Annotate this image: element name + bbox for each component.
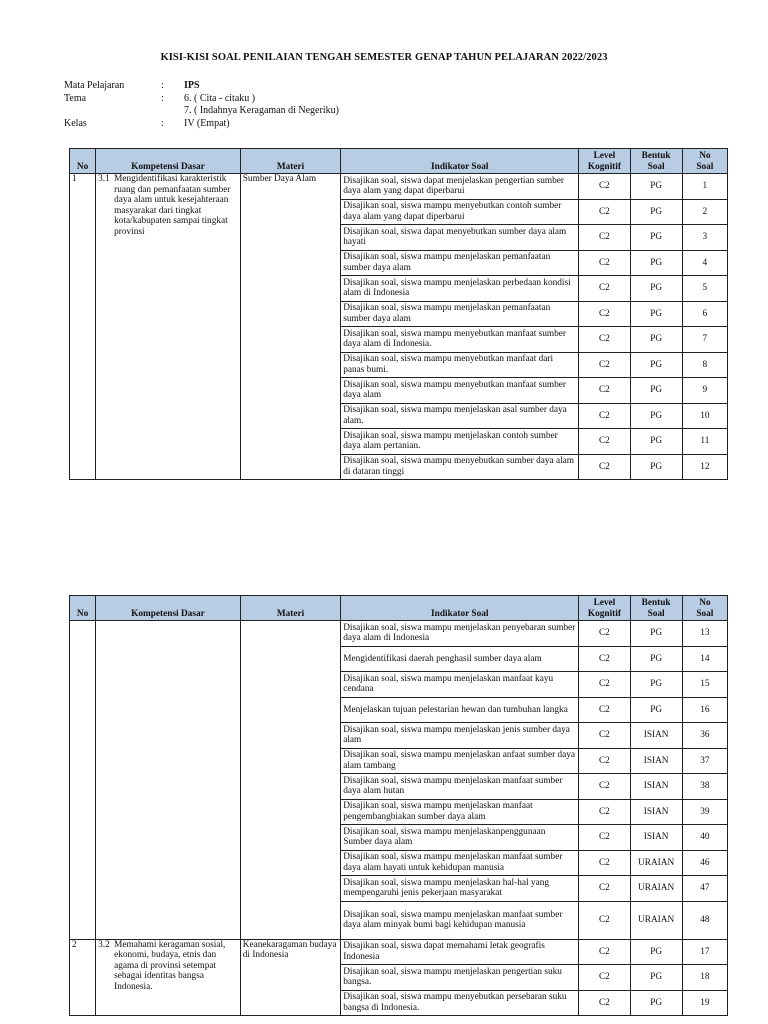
no-soal-cell: 38 (682, 774, 727, 800)
level-cell: C2 (579, 697, 630, 723)
indikator-cell: Disajikan soal, siswa mampu menjelaskan manfaat kayu cendana (341, 672, 579, 698)
no-soal-cell: 10 (682, 403, 727, 429)
bentuk-cell: PG (630, 301, 682, 327)
document-meta (64, 80, 339, 130)
bentuk-cell: PG (630, 327, 682, 353)
indikator-cell: Disajikan soal, siswa mampu menjelaskan manfaat sumber daya alam hayati untuk kehidupan manusia (341, 850, 579, 876)
indikator-cell: Disajikan soal, siswa mampu menjelaskanpenggunaan Sumber daya alam (341, 825, 579, 851)
header-kompetensi-dasar: Kompetensi Dasar (96, 149, 241, 174)
bentuk-cell: ISIAN (630, 825, 682, 851)
bentuk-cell: PG (630, 646, 682, 672)
bentuk-cell: URAIAN (630, 876, 682, 902)
level-cell: C2 (579, 429, 630, 455)
bentuk-cell: ISIAN (630, 774, 682, 800)
header-indikator-soal: Indikator Soal (341, 596, 579, 621)
level-cell: C2 (579, 901, 630, 939)
indikator-cell: Disajikan soal, siswa dapat menyebutkan sumber daya alam hayati (341, 225, 579, 251)
mapel-value: IPS (184, 80, 200, 91)
header-kompetensi-dasar: Kompetensi Dasar (96, 596, 241, 621)
no-soal-cell: 37 (682, 748, 727, 774)
level-cell: C2 (579, 990, 630, 1016)
header-materi: Materi (240, 596, 340, 621)
header-level-kognitif: Level Kognitif (579, 596, 630, 621)
level-cell: C2 (579, 939, 630, 965)
tema-value-2: 7. ( Indahnya Keragaman di Negeriku) (184, 105, 339, 116)
indikator-cell: Disajikan soal, siswa mampu menjelaskan pemanfaatan sumber daya alam (341, 250, 579, 276)
header-no-soal: No Soal (682, 149, 727, 174)
bentuk-cell: PG (630, 454, 682, 480)
indikator-cell: Disajikan soal, siswa mampu menjelaskan manfaat sumber daya alam minyak bumi bagi kehidupan manusia (341, 901, 579, 939)
indikator-cell: Disajikan soal, siswa mampu menjelaskan perbedaan kondisi alam di Indonesia (341, 276, 579, 302)
indikator-cell: Disajikan soal, siswa mampu menyebutkan contoh sumber daya alam yang dapat diperbarui (341, 199, 579, 225)
no-soal-cell: 3 (682, 225, 727, 251)
bentuk-cell: ISIAN (630, 748, 682, 774)
indikator-cell: Disajikan soal, siswa mampu menjelaskan manfaat pengembangbiakan sumber daya alam (341, 799, 579, 825)
kompetensi-dasar-cell: 3.2 Memahami keragaman sosial, ekonomi, budaya, etnis dan agama di provinsi setempat sebagai identitas bangsa Indonesia. (96, 939, 241, 1016)
header-bentuk-soal: Bentuk Soal (630, 149, 682, 174)
no-soal-cell: 11 (682, 429, 727, 455)
indikator-cell: Disajikan soal, siswa mampu menyebutkan manfaat sumber daya alam (341, 378, 579, 404)
level-cell: C2 (579, 672, 630, 698)
bentuk-cell: PG (630, 352, 682, 378)
no-soal-cell: 48 (682, 901, 727, 939)
no-soal-cell: 47 (682, 876, 727, 902)
indikator-cell: Disajikan soal, siswa mampu menyebutkan manfaat dari panas bumi. (341, 352, 579, 378)
bentuk-cell: PG (630, 939, 682, 965)
indikator-cell: Disajikan soal, siswa mampu menjelaskan contoh sumber daya alam pertanian. (341, 429, 579, 455)
bentuk-cell: PG (630, 990, 682, 1016)
bentuk-cell: PG (630, 672, 682, 698)
level-cell: C2 (579, 965, 630, 991)
no-soal-cell: 39 (682, 799, 727, 825)
level-cell: C2 (579, 723, 630, 749)
document-title: KISI-KISI SOAL PENILAIAN TENGAH SEMESTER GENAP TAHUN PELAJARAN 2022/2023 (160, 52, 608, 63)
indikator-cell: Disajikan soal, siswa mampu menjelaskan pengertian suku bangsa. (341, 965, 579, 991)
no-soal-cell: 13 (682, 621, 727, 647)
level-cell: C2 (579, 799, 630, 825)
level-cell: C2 (579, 774, 630, 800)
bentuk-cell: PG (630, 403, 682, 429)
colon: : (161, 92, 164, 104)
bentuk-cell: ISIAN (630, 723, 682, 749)
no-soal-cell: 15 (682, 672, 727, 698)
level-cell: C2 (579, 748, 630, 774)
header-materi: Materi (240, 149, 340, 174)
table-row (70, 621, 728, 647)
bentuk-cell: ISIAN (630, 799, 682, 825)
no-soal-cell: 46 (682, 850, 727, 876)
indikator-cell: Menjelaskan tujuan pelestarian hewan dan tumbuhan langka (341, 697, 579, 723)
header-indikator-soal: Indikator Soal (341, 149, 579, 174)
header-no: No (70, 149, 96, 174)
header-no: No (70, 596, 96, 621)
table-header-row (70, 149, 728, 174)
table-row (70, 939, 728, 965)
materi-cell: Keanekaragaman budaya di Indonesia (240, 939, 340, 1016)
row-number: 1 (70, 174, 96, 480)
indikator-cell: Disajikan soal, siswa mampu menjelaskan hal-hal yang mempengaruhi jenis pekerjaan masyarakat (341, 876, 579, 902)
indikator-cell: Mengidentifikasi daerah penghasil sumber daya alam (341, 646, 579, 672)
level-cell: C2 (579, 250, 630, 276)
no-soal-cell: 12 (682, 454, 727, 480)
level-cell: C2 (579, 301, 630, 327)
indikator-cell: Disajikan soal, siswa dapat menjelaskan pengertian sumber daya alam yang dapat diperbarui (341, 174, 579, 200)
no-soal-cell: 40 (682, 825, 727, 851)
materi-cell: Sumber Daya Alam (240, 174, 340, 480)
indikator-cell: Disajikan soal, siswa mampu menjelaskan anfaat sumber daya alam tambang (341, 748, 579, 774)
no-soal-cell: 1 (682, 174, 727, 200)
level-cell: C2 (579, 225, 630, 251)
no-soal-cell: 9 (682, 378, 727, 404)
no-soal-cell: 5 (682, 276, 727, 302)
tema-label: Tema (64, 92, 87, 104)
indikator-cell: Disajikan soal, siswa mampu menjelaskan manfaat sumber daya alam hutan (341, 774, 579, 800)
no-soal-cell: 36 (682, 723, 727, 749)
header-bentuk-soal: Bentuk Soal (630, 596, 682, 621)
mapel-label: Mata Pelajaran (64, 80, 125, 91)
bentuk-cell: PG (630, 276, 682, 302)
no-soal-cell: 19 (682, 990, 727, 1016)
indikator-cell: Disajikan soal, siswa mampu menjelaskan jenis sumber daya alam (341, 723, 579, 749)
row-number: 2 (70, 939, 96, 1016)
row-number (70, 621, 96, 940)
level-cell: C2 (579, 454, 630, 480)
kelas-value: IV (Empat) (184, 117, 230, 129)
bentuk-cell: URAIAN (630, 901, 682, 939)
kompetensi-dasar-cell: 3.1 Mengidentifikasi karakteristik ruang dan pemanfaatan sumber daya alam untuk kesejahteraan masyarakat dari tingkat kota/kabupaten sampai tingkat provinsi (96, 174, 241, 480)
level-cell: C2 (579, 403, 630, 429)
level-cell: C2 (579, 646, 630, 672)
indikator-cell: Disajikan soal, siswa mampu menyebutkan manfaat sumber daya alam di Indonesia. (341, 327, 579, 353)
header-no-soal: No Soal (682, 596, 727, 621)
colon: : (161, 80, 164, 91)
indikator-cell: Disajikan soal, siswa mampu menjelaskan penyebaran sumber daya alam di Indonesia (341, 621, 579, 647)
level-cell: C2 (579, 825, 630, 851)
materi-cell (240, 621, 340, 940)
kisi-table-1 (69, 148, 728, 480)
kompetensi-dasar-cell (96, 621, 241, 940)
kisi-table-2 (69, 595, 728, 1016)
indikator-cell: Disajikan soal, siswa mampu menyebutkan persebaran suku bangsa di Indonesia. (341, 990, 579, 1016)
bentuk-cell: PG (630, 250, 682, 276)
level-cell: C2 (579, 876, 630, 902)
bentuk-cell: PG (630, 225, 682, 251)
no-soal-cell: 14 (682, 646, 727, 672)
level-cell: C2 (579, 327, 630, 353)
bentuk-cell: PG (630, 174, 682, 200)
table-row (70, 174, 728, 200)
level-cell: C2 (579, 621, 630, 647)
level-cell: C2 (579, 352, 630, 378)
no-soal-cell: 7 (682, 327, 727, 353)
bentuk-cell: PG (630, 621, 682, 647)
level-cell: C2 (579, 276, 630, 302)
indikator-cell: Disajikan soal, siswa mampu menyebutkan sumber daya alam di dataran tinggi (341, 454, 579, 480)
bentuk-cell: URAIAN (630, 850, 682, 876)
no-soal-cell: 18 (682, 965, 727, 991)
bentuk-cell: PG (630, 429, 682, 455)
indikator-cell: Disajikan soal, siswa mampu menjelaskan pemanfaatan sumber daya alam (341, 301, 579, 327)
indikator-cell: Disajikan soal, siswa dapat memahami letak geografis Indonesia (341, 939, 579, 965)
kelas-label: Kelas (64, 117, 87, 129)
level-cell: C2 (579, 174, 630, 200)
no-soal-cell: 2 (682, 199, 727, 225)
no-soal-cell: 4 (682, 250, 727, 276)
bentuk-cell: PG (630, 697, 682, 723)
bentuk-cell: PG (630, 378, 682, 404)
header-level-kognitif: Level Kognitif (579, 149, 630, 174)
table-header-row (70, 596, 728, 621)
no-soal-cell: 6 (682, 301, 727, 327)
tema-value-1: 6. ( Cita - citaku ) (184, 92, 256, 104)
level-cell: C2 (579, 378, 630, 404)
bentuk-cell: PG (630, 965, 682, 991)
no-soal-cell: 8 (682, 352, 727, 378)
no-soal-cell: 17 (682, 939, 727, 965)
indikator-cell: Disajikan soal, siswa mampu menjelaskan asal sumber daya alam. (341, 403, 579, 429)
level-cell: C2 (579, 199, 630, 225)
colon: : (161, 117, 164, 129)
bentuk-cell: PG (630, 199, 682, 225)
no-soal-cell: 16 (682, 697, 727, 723)
level-cell: C2 (579, 850, 630, 876)
